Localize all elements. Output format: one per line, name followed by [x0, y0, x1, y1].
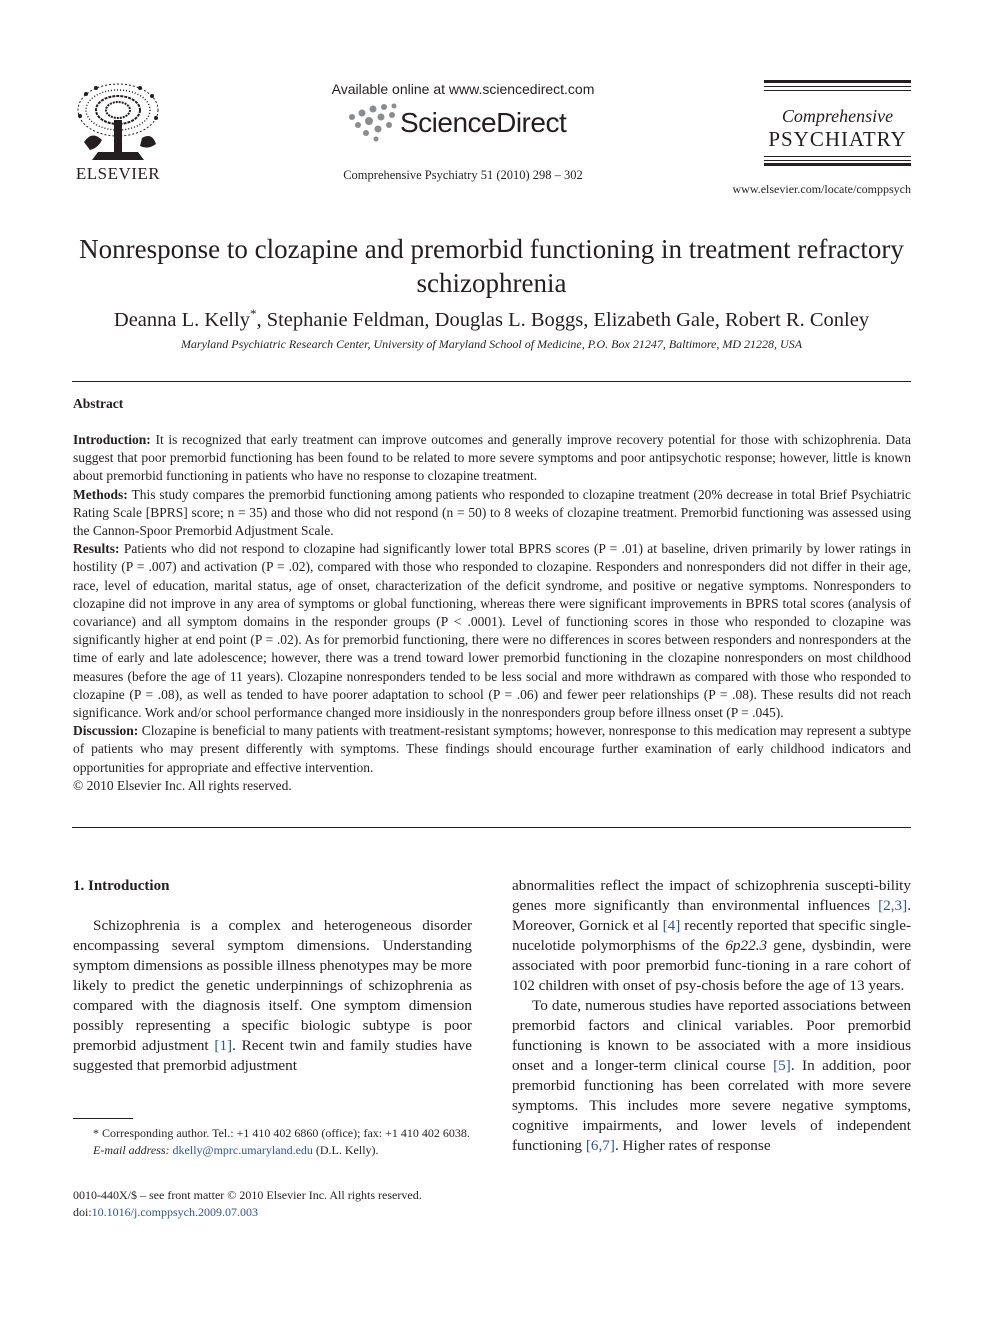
abstract-label: Methods: [73, 486, 128, 502]
affiliation: Maryland Psychiatric Research Center, University of Maryland School of Medicine, P.O. Box 21247, Baltimore, MD 21228, USA [180, 337, 803, 351]
journal-url-link[interactable]: www.elsevier.com/locate/comppsych [732, 182, 911, 196]
doi-link[interactable]: 10.1016/j.comppsych.2009.07.003 [91, 1205, 258, 1219]
author-first: Deanna L. Kelly [113, 308, 250, 331]
available-online-text: Available online at www.sciencedirect.com [331, 81, 595, 97]
body-paragraph: abnormalities reflect the impact of schizophrenia suscepti-bility genes more significantly than environmental influences [2,3]. Moreover, Gornick et al [4] recently reported that specific single-nucelotide polymorphisms of the 6p22.3 gene, dysbindin, were associated with poor premorbid func-tioning in a rare cohort of 102 children with onset of psy-chosis before the age of 13 years. [512, 877, 912, 994]
email-note: E-mail address: dkelly@mprc.umaryland.edu (D.L. Kelly). [93, 1143, 379, 1157]
sciencedirect-dots-icon [346, 103, 402, 143]
elsevier-logo [72, 80, 164, 182]
body-paragraph: To date, numerous studies have reported associations between premorbid factors and clinical variables. Poor premorbid functioning is known to be associated with a more insidious onset and a longer-term clinical course [5]. In addition, poor premorbid functioning has been correlated with more severe symptoms. This includes more severe negative symptoms, cognitive impairments, and lower levels of independent functioning [6,7]. Higher rates of response [512, 997, 911, 1154]
abstract-label: Results: [73, 541, 120, 557]
abstract-heading: Abstract [73, 396, 124, 411]
author-list [72, 306, 911, 332]
footnotes [73, 1125, 472, 1159]
divider [72, 381, 911, 382]
citation-link[interactable]: [6,7] [585, 1137, 615, 1154]
footnote-divider [73, 1118, 133, 1119]
front-matter-text: 0010-440X/$ – see front matter © 2010 Elsevier Inc. All rights reserved. [73, 1188, 422, 1202]
abstract-results: Results: Patients who did not respond to clozapine had significantly lower total BPRS scores (P = .01) at baseline, driven primarily by lower ratings in hostility (P = .007) and activation (P = .02), compared with those who responded to clozapine. Responders and nonresponders did not differ in their age, race, level of education, marital status, age of onset, characterization of the deficit syndrome, and positive or negative symptoms. Nonresponders to clozapine did not improve in any area of symptoms or global functioning, whereas there were significant improvements in BPRS total scores (analysis of covariance) and all symptom domains in the responder groups (P < .0001). Level of functioning scores in those who responded to clozapine was significantly higher at end point (P = .02). As for premorbid functioning, there were no differences in scores between responders and nonresponders at the time of early and late adolescence; however, there was a trend toward lower premorbid functioning in the clozapine nonresponders on most childhood measures (before the age of 11 years). Clozapine nonresponders tended to be less social and more withdrawn as compared with those who responded to clozapine (P = .08), as well as tended to have poorer adaptation to school (P = .06) and fewer peer relationships (P = .08). These results did not reach significance. Work and/or school performance changed more insidiously in the nonresponders group before illness onset (P = .045). [73, 541, 912, 721]
journal-logo [764, 80, 911, 166]
abstract-introduction: Introduction: It is recognized that early treatment can improve outcomes and generally improve recovery potential for those with schizophrenia. Data suggest that poor premorbid functioning has been found to be related to more severe symptoms and poor antipsychotic response; however, little is known about premorbid functioning in patients who have no response to clozapine treatment. [73, 432, 911, 484]
abstract-label: Discussion: [73, 723, 139, 739]
author-rest: , Stephanie Feldman, Douglas L. Boggs, Elizabeth Gale, Robert R. Conley [256, 308, 870, 331]
citation-link[interactable]: [1] [214, 1037, 233, 1054]
gene-locus: 6p22.3 [725, 937, 768, 954]
abstract-label: Introduction: [73, 432, 151, 447]
journal-logo-line2: PSYCHIATRY [768, 127, 907, 151]
article-title: Nonresponse to clozapine and premorbid functioning in treatment refractory schizophrenia [79, 234, 904, 298]
journal-logo-line1: Comprehensive [781, 106, 894, 126]
citation-link[interactable]: [4] [662, 917, 681, 934]
doi-line: doi:10.1016/j.comppsych.2009.07.003 [73, 1205, 258, 1219]
body-column-left [73, 876, 472, 1076]
corresponding-author-mark[interactable]: * [249, 306, 257, 321]
citation-link[interactable]: [2,3] [878, 897, 908, 914]
corresponding-author-note: * Corresponding author. Tel.: +1 410 402 6860 (office); fax: +1 410 402 6038. [93, 1126, 470, 1140]
citation-link[interactable]: [5] [773, 1057, 791, 1074]
abstract-body [73, 431, 911, 795]
sciencedirect-logo [346, 103, 586, 143]
body-paragraph: Schizophrenia is a complex and heterogeneous disorder encompassing several symptom dimensions. Understanding symptom dimensions as possible illness phenotypes may be more likely to predict the genetic underpinnings of schizophrenia as compared with the diagnosis itself. One symptom dimension possibly representing a specific biologic subtype is poor premorbid adjustment [1]. Recent twin and family studies have suggested that premorbid adjustment [73, 917, 472, 1074]
abstract-copyright: © 2010 Elsevier Inc. All rights reserved. [73, 777, 292, 793]
divider [72, 827, 911, 828]
elsevier-tree-icon [72, 80, 164, 162]
section-heading: 1. Introduction [73, 878, 170, 894]
abstract-methods: Methods: This study compares the premorbid functioning among patients who responded to clozapine treatment (20% decrease in total Brief Psychiatric Rating Scale [BPRS] score; n = 35) and those who did not respond (n = 50) to 8 weeks of clozapine treatment. Premorbid functioning was assessed using the Cannon-Spoor Premorbid Adjustment Scale. [73, 486, 911, 539]
publisher-name: ELSEVIER [75, 164, 161, 183]
abstract-discussion: Discussion: Clozapine is beneficial to many patients with treatment-resistant symptoms; however, nonresponse to this medication may represent a subtype of patients who may present differently with symptoms. These findings should encourage further examination of early childhood indicators and opportunities for appropriate and effective intervention. [73, 723, 911, 775]
platform-name: ScienceDirect [400, 107, 567, 138]
body-column-right [512, 876, 911, 1156]
front-matter [73, 1187, 493, 1221]
email-link[interactable]: dkelly@mprc.umaryland.edu [172, 1143, 313, 1157]
journal-reference: Comprehensive Psychiatry 51 (2010) 298 – 302 [343, 168, 583, 182]
